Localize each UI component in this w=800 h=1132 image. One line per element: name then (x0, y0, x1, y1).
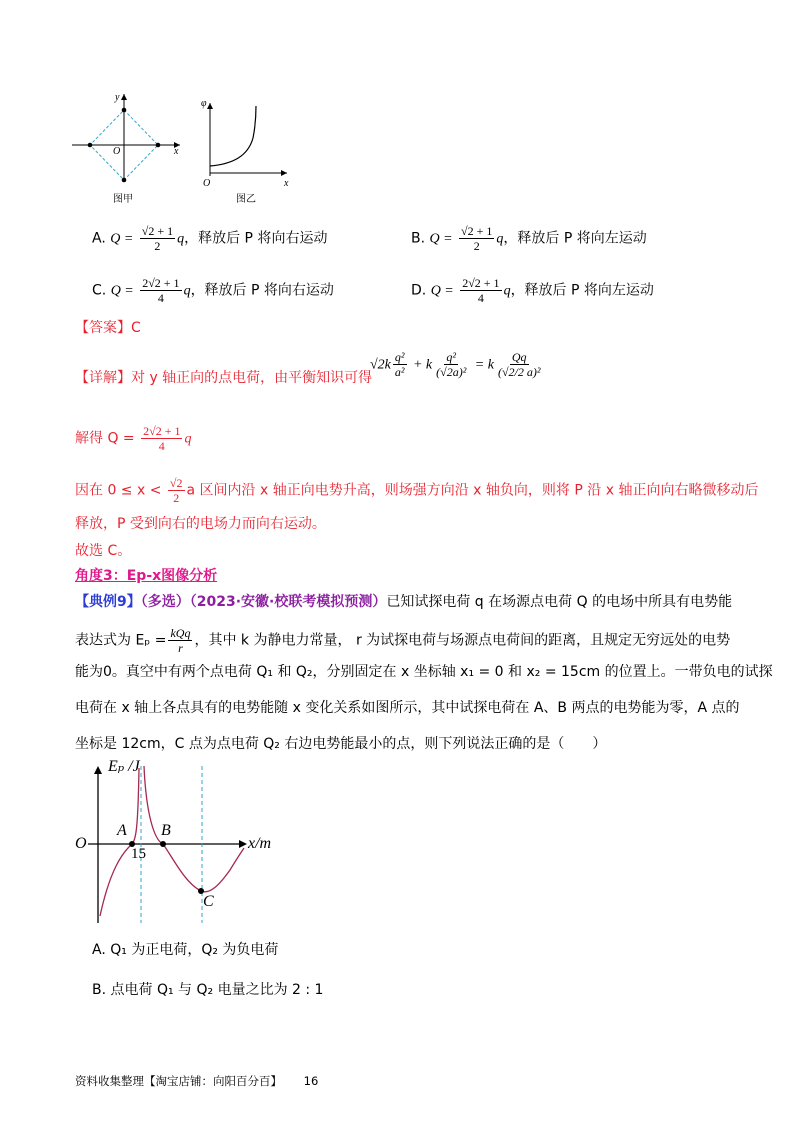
yi-origin-label: O (203, 178, 211, 189)
example-line-3: 能为0。真空中有两个点电荷 Q₁ 和 Q₂，分别固定在 x 坐标轴 x₁ = 0 和 x₂ = 15cm 的位置上。一带负电的试探 (75, 664, 773, 680)
choice-a: A. Q₁ 为正电荷，Q₂ 为负电荷 (92, 942, 279, 958)
example-line-4: 电荷在 x 轴上各点具有的电势能随 x 变化关系如图所示，其中试探电荷在 A、B 两点的电势能为零，A 点的 (75, 700, 740, 716)
example-line-5: 坐标是 12cm，C 点为点电荷 Q₂ 右边电势能最小的点，则下列说法正确的是（ ） (75, 736, 607, 752)
graph-point-c: C (203, 893, 214, 910)
option-d: D. Q = $\frac{2√2 + 1}{4}$ q，释放后 P 将向左运动 (411, 276, 654, 305)
figure-jia (70, 88, 185, 203)
option-b: B. Q = $\frac{√2 + 1}{2}$ q，释放后 P 将向左运动 (411, 224, 647, 253)
choice-b: B. 点电荷 Q₁ 与 Q₂ 电量之比为 2 : 1 (92, 982, 324, 998)
graph-origin: O (75, 835, 87, 852)
example-line-2: 表达式为 Eₚ = $\frac{\text{kQq}}{r}$ ，其中 k 为静电力常量， r 为试探电荷与场源点电荷间的距离，且规定无穷远处的电势 (75, 626, 731, 655)
option-a: A. Q = $\frac{√2 + 1}{2}$ q，释放后 P 将向右运动 (92, 224, 328, 253)
detail-label: 【详解】对 y 轴正向的点电荷，由平衡知识可得 (75, 370, 373, 386)
reason-line-1: 因在 0 ≤ x < $\frac{√2}{2}$ a 区间内沿 x 轴正向电势升高，则场强方向沿 x 轴负向，则将 P 沿 x 轴正向向右略微移动后 (75, 476, 759, 505)
figure-yi (203, 98, 293, 180)
graph-point-a: A (117, 822, 127, 839)
page-number: 16 (303, 1074, 319, 1088)
option-c: C. Q = $\frac{2√2 + 1}{4}$ q，释放后 P 将向右运动 (92, 276, 334, 305)
ep-x-graph (70, 758, 310, 928)
footer (75, 1073, 318, 1089)
solve-line: 解得 Q = $\frac{2√2 + 1}{4}$ q (75, 424, 192, 453)
footer-text: 资料收集整理【淘宝店铺：向阳百分百】 (75, 1074, 282, 1088)
yi-x-label: x (284, 178, 289, 189)
jia-caption: 图甲 (113, 194, 133, 205)
yi-caption: 图乙 (236, 194, 256, 205)
reason-line-2: 释放，P 受到向右的电场力而向右运动。 (75, 516, 326, 532)
graph-x-label: x/m (248, 835, 272, 852)
jia-origin-label: O (113, 146, 121, 157)
yi-phi-label: φ (201, 98, 207, 109)
section-title: 角度3：Ep-x图像分析 (75, 568, 218, 584)
detail-equation: √2k $\frac{\text{q²}}{\text{a²}}$ + k $\frac{\text{q²}}{\text{(√2a)²}}$ = k $\frac{Qq}{\text{(√2/2 a)²}}$ (370, 350, 541, 379)
jia-x-label: x (174, 146, 179, 157)
graph-point-b: B (161, 822, 171, 839)
jia-y-label: y (115, 92, 120, 103)
conclusion: 故选 C。 (75, 543, 132, 559)
answer-label: 【答案】C (75, 320, 141, 336)
graph-y-label: Eₚ /J (108, 758, 140, 775)
graph-tick-15: 15 (131, 846, 146, 862)
example-line-1: 【典例9】（多选）（2023·安徽·校联考模拟预测）已知试探电荷 q 在场源点电荷 Q 的电场中所具有电势能 (75, 594, 733, 610)
